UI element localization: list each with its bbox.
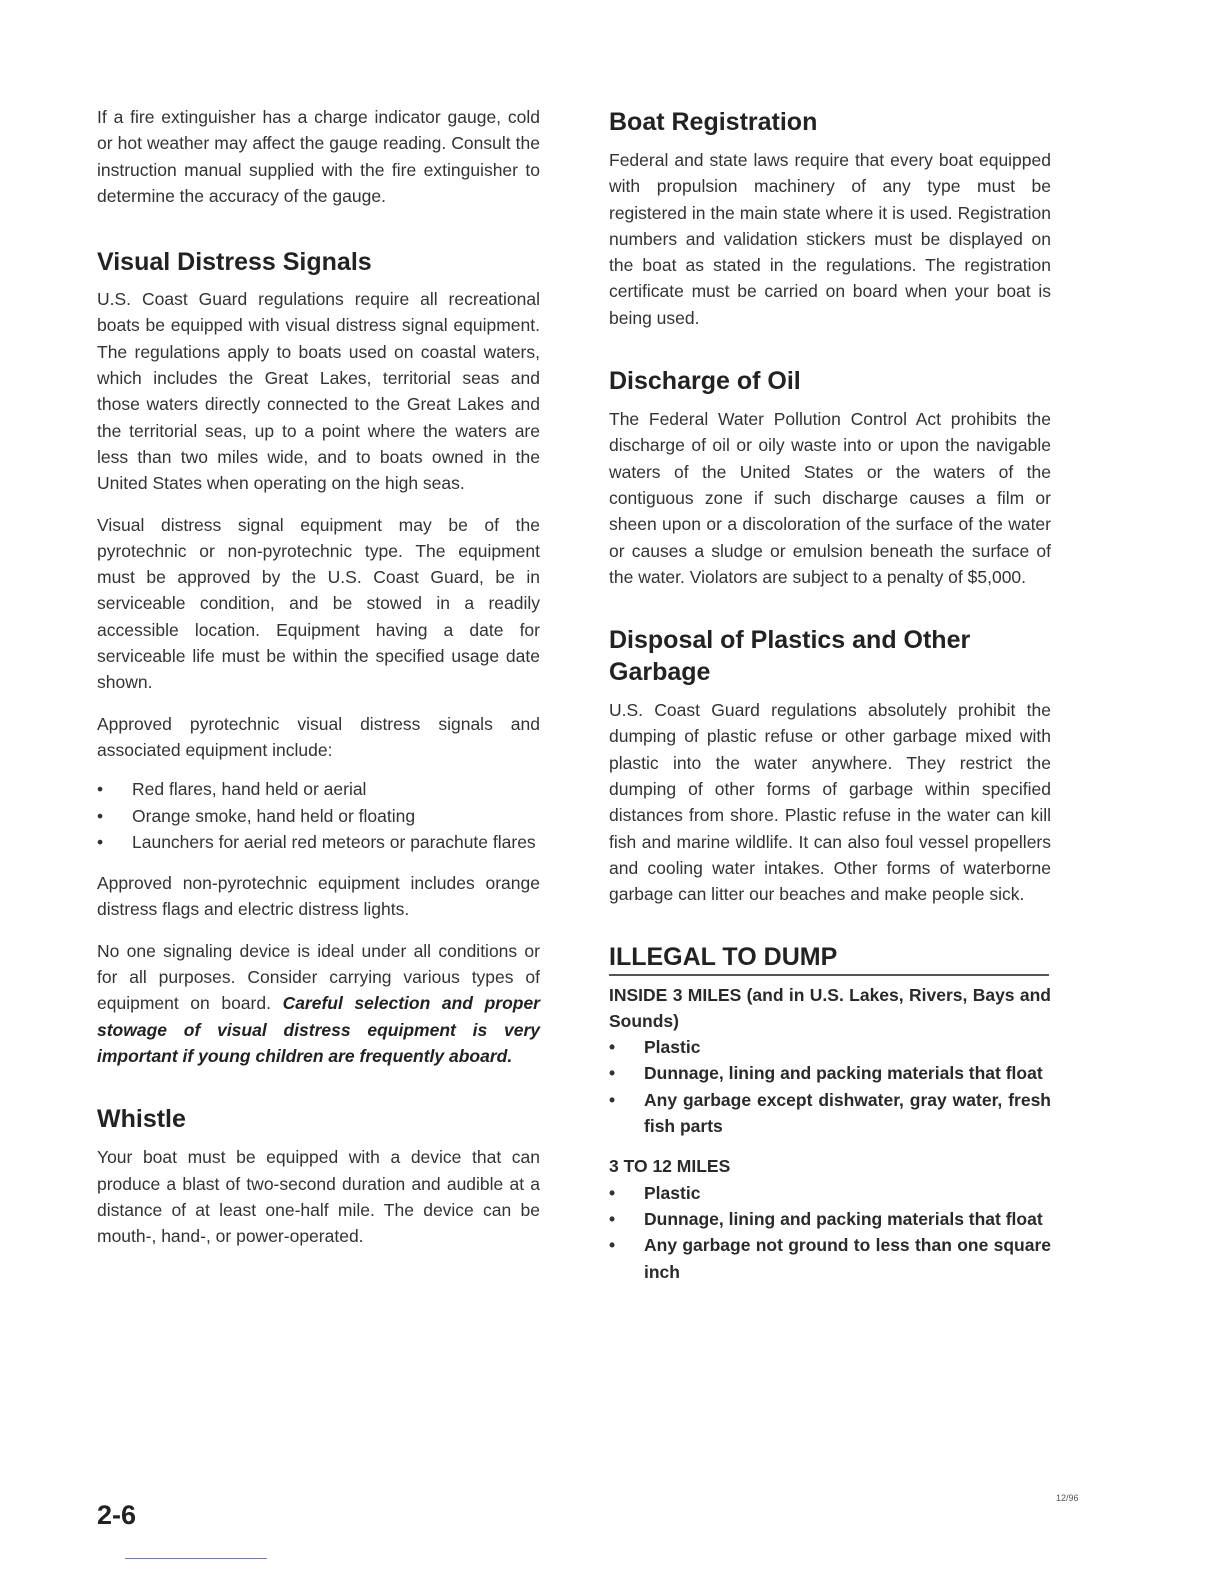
paragraph-text: No one signaling device is ideal under all conditions or for all purposes. Consider carrying various types of equipment on board. [97, 940, 540, 1014]
inside-3-miles-list [609, 1034, 1051, 1139]
list-item: • Plastic [609, 1180, 1051, 1206]
page-number: 2-6 [97, 1500, 137, 1530]
visual-distress-paragraph-2: Visual distress signal equipment may be of the pyrotechnic or non-pyrotechnic type. The equipment must be approved by the U.S. Coast Guard, be in serviceable condition, and be stowed in a readily accessible location. Equipment having a date for serviceable life must be within the specified usage date shown. [97, 514, 540, 693]
footer-divider [125, 1558, 267, 1559]
discharge-of-oil-paragraph: The Federal Water Pollution Control Act prohibits the discharge of oil or oily waste into or upon the navigable waters of the United States or the waters of the contiguous zone if such discharge causes a film or sheen upon or a discoloration of the surface of the water or causes a sludge or emulsion beneath the surface of the water. Violators are subject to a penalty of $5,000. [609, 409, 1051, 587]
date-code: 12/96 [1056, 1493, 1079, 1503]
list-item: • Dunnage, lining and packing materials that float [609, 1206, 1051, 1232]
illegal-to-dump-heading: ILLEGAL TO DUMP [609, 942, 1049, 976]
disposal-of-plastics-paragraph: U.S. Coast Guard regulations absolutely prohibit the dumping of plastic refuse or other garbage mixed with plastic into the water anywhere. They restrict the dumping of other forms of garbage within specified distances from shore. Plastic refuse in the water can kill fish and marine wildlife. It can also foul vessel propellers and cooling water intakes. Other forms of waterborne garbage can litter our beaches and make people sick. [609, 700, 1051, 905]
visual-distress-paragraph-3: Approved pyrotechnic visual distress signals and associated equipment include: [97, 713, 540, 760]
pyrotechnic-list [97, 776, 540, 855]
visual-distress-paragraph-5 [97, 938, 540, 1069]
fire-extinguisher-paragraph: If a fire extinguisher has a charge indicator gauge, cold or hot weather may affect the gauge reading. Consult the instruction manual supplied with the fire extinguisher to determine the accuracy of the gauge. [97, 107, 540, 206]
list-item: • Any garbage not ground to less than one square inch [609, 1232, 1051, 1285]
list-item: • Any garbage except dishwater, gray water, fresh fish parts [609, 1087, 1051, 1140]
whistle-heading: Whistle [97, 1105, 186, 1134]
visual-distress-paragraph-4: Approved non-pyrotechnic equipment includes orange distress flags and electric distress lights. [97, 873, 540, 920]
emphasis-warning: Careful selection and proper stowage of visual distress equipment is very important if young children are frequently aboard. [97, 993, 540, 1066]
list-item: • Plastic [609, 1034, 1051, 1060]
visual-distress-paragraph-1: U.S. Coast Guard regulations require all recreational boats be equipped with visual distress signal equipment. The regulations apply to boats used on coastal waters, which includes the Great Lakes, territorial seas and those waters directly connected to the Great Lakes and the territorial seas, up to a point where the waters are less than two miles wide, and to boats owned in the United States when operating on the high seas. [97, 289, 540, 494]
list-item: • Red flares, hand held or aerial [97, 776, 540, 802]
disposal-of-plastics-heading: Disposal of Plastics and Other Garbage [609, 626, 971, 687]
discharge-of-oil-heading: Discharge of Oil [609, 367, 801, 396]
visual-distress-heading: Visual Distress Signals [97, 248, 372, 277]
boat-registration-paragraph: Federal and state laws require that every boat equipped with propulsion machinery of any type must be registered in the main state where it is used. Registration numbers and validation stickers must be displayed on the boat as stated in the regulations. The registration certificate must be carried on board when your boat is being used. [609, 150, 1051, 328]
right-column [609, 106, 1051, 1285]
3-to-12-miles-list [609, 1180, 1051, 1285]
3-to-12-miles-heading: 3 TO 12 MILES [609, 1156, 731, 1177]
list-item: • Orange smoke, hand held or floating [97, 803, 540, 829]
whistle-paragraph: Your boat must be equipped with a device that can produce a blast of two-second duration and audible at a distance of at least one-half mile. The device can be mouth-, hand-, or power-operated. [97, 1147, 540, 1247]
inside-3-miles-heading: INSIDE 3 MILES (and in U.S. Lakes, Rivers, Bays and Sounds) [609, 984, 1051, 1031]
list-item: • Dunnage, lining and packing materials that float [609, 1060, 1051, 1086]
list-item: • Launchers for aerial red meteors or parachute flares [97, 829, 540, 855]
boat-registration-heading: Boat Registration [609, 108, 818, 136]
left-column [97, 104, 540, 1249]
